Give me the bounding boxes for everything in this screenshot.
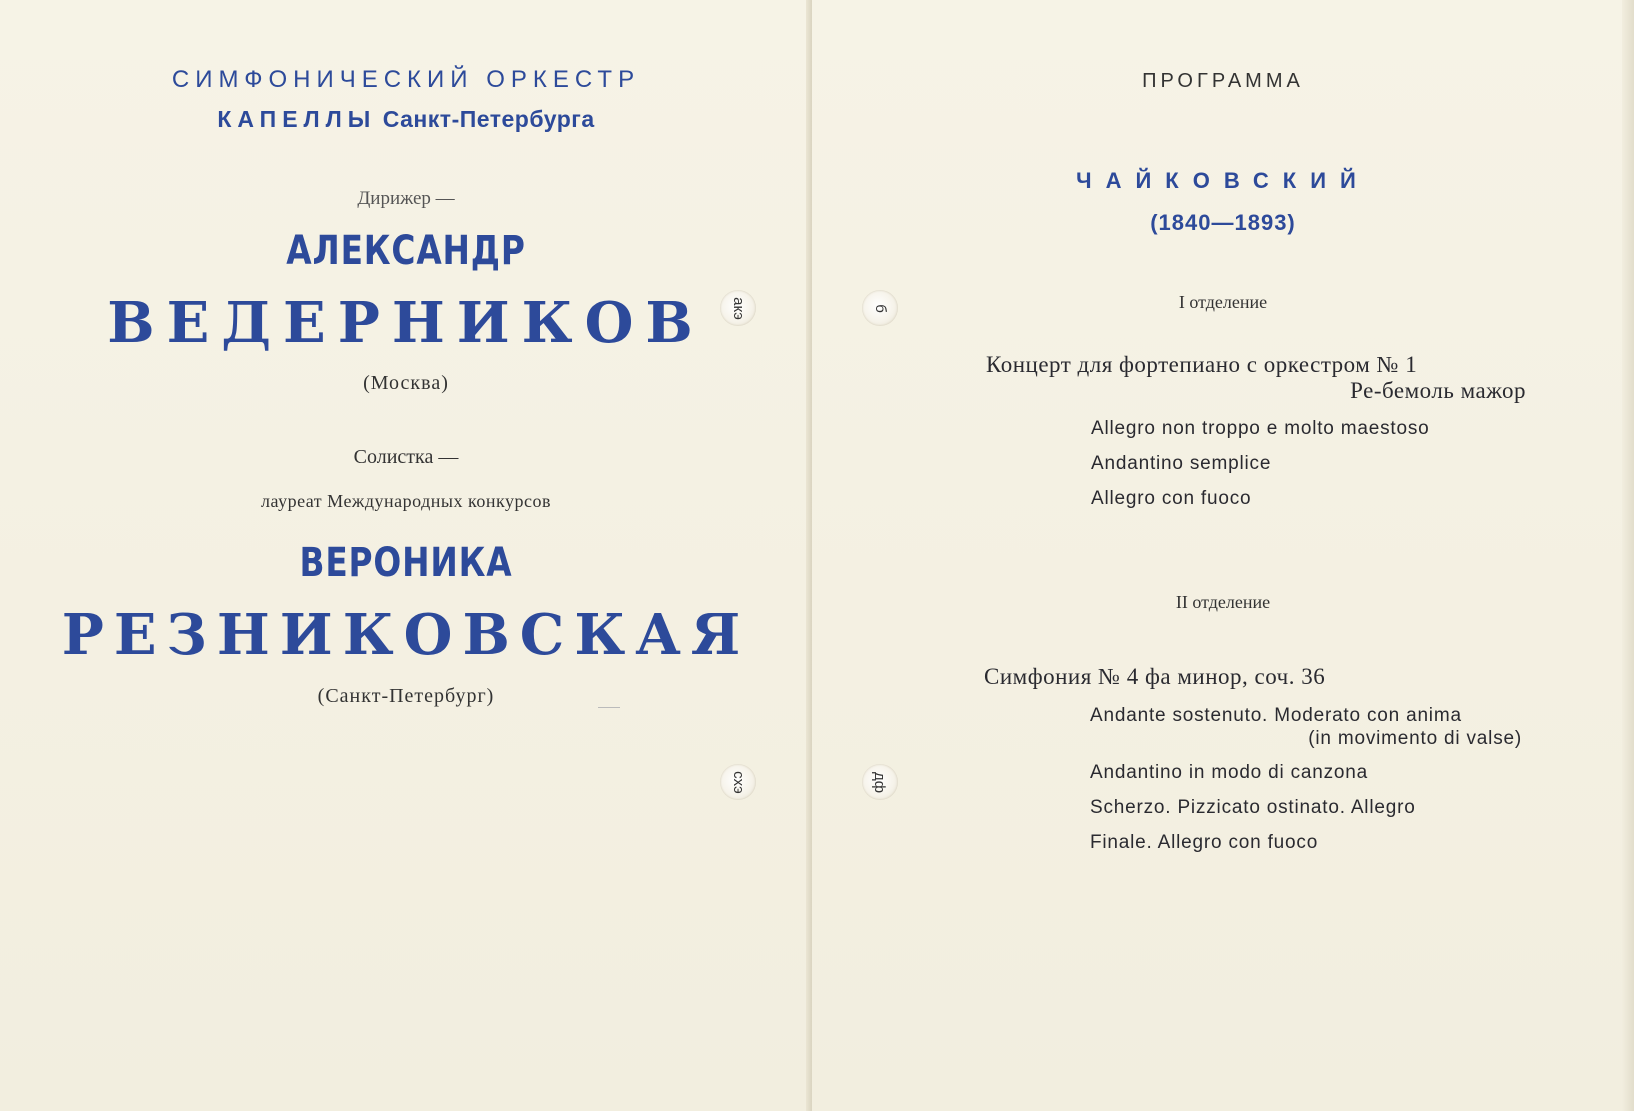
work1-title-line2: Ре-бемоль мажор bbox=[1350, 378, 1526, 403]
conductor-first-name: АЛЕКСАНДР bbox=[286, 228, 526, 274]
orchestra-line1: СИМФОНИЧЕСКИЙ ОРКЕСТР bbox=[171, 66, 641, 93]
punch-hole bbox=[862, 290, 898, 326]
hole-stamp: схэ bbox=[729, 770, 747, 794]
page-edge bbox=[1622, 0, 1634, 1111]
conductor-city: (Москва) bbox=[363, 372, 449, 394]
work1-movement: Andantino semplice bbox=[1091, 453, 1272, 474]
work1-movement: Allegro non troppo e molto maestoso bbox=[1091, 418, 1430, 439]
part1-label: I отделение bbox=[1178, 292, 1268, 312]
left-page bbox=[0, 0, 812, 1111]
soloist-title: лауреат Международных конкурсов bbox=[261, 491, 551, 511]
punch-hole bbox=[720, 290, 756, 326]
work1-title-line1: Концерт для фортепиано с оркестром № 1 bbox=[986, 352, 1418, 377]
right-page bbox=[812, 0, 1634, 1111]
orchestra-line2-rest: Санкт-Петербурга bbox=[382, 106, 595, 132]
part2-label: II отделение bbox=[1175, 592, 1271, 612]
soloist-last-name: РЕЗНИКОВСКАЯ bbox=[61, 602, 751, 668]
work2-movement: Scherzo. Pizzicato ostinato. Allegro bbox=[1090, 797, 1416, 818]
composer-years: (1840—1893) bbox=[1150, 210, 1296, 235]
composer-name: ЧАЙКОВСКИЙ bbox=[1076, 168, 1370, 193]
orchestra-line2-caps: КАПЕЛЛЫ bbox=[217, 106, 377, 132]
work2-movement1-line1: Andante sostenuto. Moderato con anima bbox=[1090, 705, 1462, 726]
divider bbox=[598, 707, 620, 708]
work2-movement: Finale. Allegro con fuoco bbox=[1090, 832, 1319, 853]
punch-hole bbox=[720, 764, 756, 800]
hole-stamp: акэ bbox=[729, 296, 747, 320]
work2-movement1-line2: (in movimento di valse) bbox=[1308, 728, 1522, 749]
soloist-first-name: ВЕРОНИКА bbox=[299, 540, 513, 586]
work2-movement: Andantino in modo di canzona bbox=[1090, 762, 1369, 783]
hole-stamp: дф bbox=[871, 771, 889, 793]
soloist-label: Солистка — bbox=[353, 446, 459, 468]
punch-hole bbox=[862, 764, 898, 800]
soloist-city: (Санкт-Петербург) bbox=[317, 685, 495, 707]
work1-movement: Allegro con fuoco bbox=[1091, 488, 1252, 509]
program-heading: ПРОГРАММА bbox=[1142, 70, 1304, 92]
orchestra-line2 bbox=[0, 106, 812, 133]
conductor-last-name: ВЕДЕРНИКОВ bbox=[107, 290, 705, 356]
hole-stamp: б bbox=[871, 303, 889, 313]
conductor-label: Дирижер — bbox=[357, 188, 455, 209]
work2-title: Симфония № 4 фа минор, соч. 36 bbox=[984, 664, 1326, 689]
